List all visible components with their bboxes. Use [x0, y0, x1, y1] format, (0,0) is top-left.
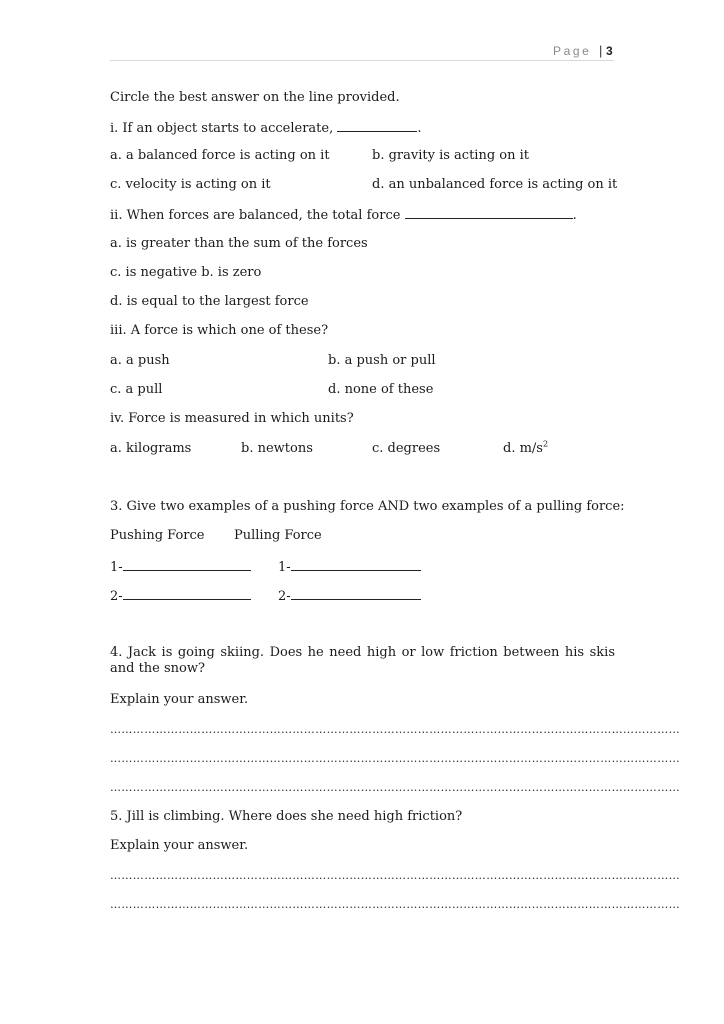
page-number: 3	[606, 44, 613, 58]
question-iv-option-a[interactable]: a. kilograms	[110, 441, 192, 456]
answer-blank[interactable]	[123, 587, 251, 600]
pull-answer-2	[278, 587, 421, 605]
question-iv-option-c[interactable]: c. degrees	[372, 441, 441, 456]
pull-answer-2-label: 2-	[278, 589, 291, 604]
section-5-question: 5. Jill is climbing. Where does she need high friction?	[110, 809, 463, 824]
section-5-explain: Explain your answer.	[110, 838, 249, 853]
answer-line[interactable]: ……………………………………………………………………………………………………………………………………	[110, 781, 680, 794]
question-ii-period: .	[572, 208, 577, 223]
pulling-force-header: Pulling Force	[234, 528, 322, 543]
question-i	[110, 119, 422, 137]
question-i-option-a[interactable]: a. a balanced force is acting on it	[110, 148, 330, 163]
page-separator: |	[599, 43, 603, 58]
unit-text: d. m/s	[503, 441, 543, 456]
question-iv-option-d[interactable]	[503, 441, 548, 457]
answer-line[interactable]: ……………………………………………………………………………………………………………………………………	[110, 898, 680, 911]
push-answer-2	[110, 587, 251, 605]
question-i-period: .	[417, 121, 422, 136]
question-ii-option-c-b[interactable]: c. is negative b. is zero	[110, 265, 262, 280]
instructions: Circle the best answer on the line provided.	[110, 90, 400, 105]
question-i-option-d[interactable]: d. an unbalanced force is acting on it	[372, 177, 618, 192]
question-i-option-b[interactable]: b. gravity is acting on it	[372, 148, 529, 163]
unit-exponent: 2	[542, 439, 549, 449]
question-ii-option-a[interactable]: a. is greater than the sum of the forces	[110, 236, 368, 251]
answer-line[interactable]: ……………………………………………………………………………………………………………………………………	[110, 869, 680, 882]
header-divider	[110, 60, 614, 61]
answer-line[interactable]: ……………………………………………………………………………………………………………………………………	[110, 752, 680, 765]
answer-blank[interactable]	[291, 587, 421, 600]
pushing-force-header: Pushing Force	[110, 528, 205, 543]
question-iii-option-c[interactable]: c. a pull	[110, 382, 163, 397]
section-4-question: 4. Jack is going skiing. Does he need high or low friction between his skis and the snow?	[110, 645, 615, 676]
section-3-question: 3. Give two examples of a pushing force AND two examples of a pulling force:	[110, 499, 625, 514]
page-label: Page	[553, 44, 592, 58]
push-answer-1	[110, 558, 251, 576]
question-ii-option-d[interactable]: d. is equal to the largest force	[110, 294, 309, 309]
question-iii-stem: iii. A force is which one of these?	[110, 323, 329, 338]
question-i-option-c[interactable]: c. velocity is acting on it	[110, 177, 271, 192]
answer-blank[interactable]	[291, 558, 421, 571]
answer-blank[interactable]	[405, 206, 573, 219]
push-answer-1-label: 1-	[110, 560, 123, 575]
answer-blank[interactable]	[123, 558, 251, 571]
question-ii	[110, 206, 577, 224]
question-i-stem: i. If an object starts to accelerate,	[110, 121, 334, 136]
question-iii-option-b[interactable]: b. a push or pull	[328, 353, 436, 368]
push-answer-2-label: 2-	[110, 589, 123, 604]
answer-line[interactable]: ……………………………………………………………………………………………………………………………………	[110, 723, 680, 736]
question-iv-option-b[interactable]: b. newtons	[241, 441, 313, 456]
answer-blank[interactable]	[337, 119, 417, 132]
question-ii-stem: ii. When forces are balanced, the total force	[110, 208, 401, 223]
pull-answer-1	[278, 558, 421, 576]
question-iii-option-d[interactable]: d. none of these	[328, 382, 434, 397]
question-iii-option-a[interactable]: a. a push	[110, 353, 170, 368]
question-iv-stem: iv. Force is measured in which units?	[110, 411, 354, 426]
pull-answer-1-label: 1-	[278, 560, 291, 575]
section-4-explain: Explain your answer.	[110, 692, 249, 707]
